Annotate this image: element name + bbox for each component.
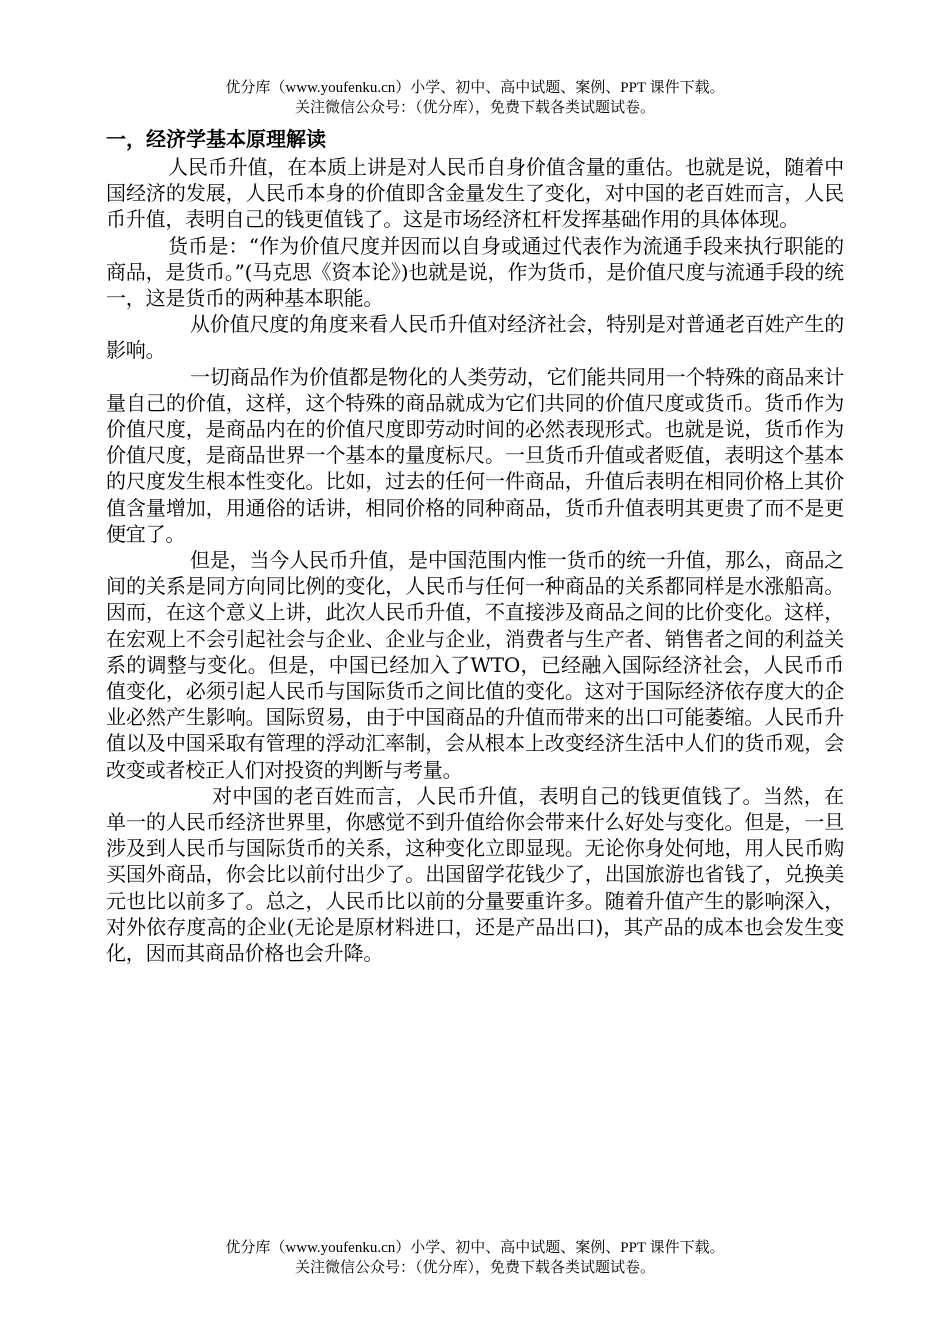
footer-line-1: 优分库（www.youfenku.cn）小学、初中、高中试题、案例、PPT 课件下载。 [225,1240,725,1256]
header-line-1: 优分库（www.youfenku.cn）小学、初中、高中试题、案例、PPT 课件下载。 [225,80,725,96]
paragraph-4: 一切商品作为价值都是物化的人类劳动，它们能共同用一个特殊的商品来计量自己的价值，这样，这个特殊的商品就成为它们共同的价值尺度或货币。货币作为价值尺度，是商品内在的价值尺度即劳动时间的必然表现形式。也就是说，货币作为价值尺度，是商品世界一个基本的量度标尺。一旦货币升值或者贬值，表明这个基本的尺度发生根本性变化。比如，过去的任何一件商品，升值后表明在相同价格上其价值含量增加，用通俗的话讲，相同价格的同种商品，货币升值表明其更贵了而不是更便宜了。 [106,364,844,546]
header-line-2: 关注微信公众号：（优分库），免费下载各类试题试卷。 [294,100,655,116]
paragraph-3: 从价值尺度的角度来看人民币升值对经济社会，特别是对普通老百姓产生的影响。 [106,312,844,363]
page-header [0,78,950,118]
page-footer [0,1238,950,1278]
paragraph-5: 但是，当今人民币升值，是中国范围内惟一货币的统一升值，那么，商品之间的关系是同方向同比例的变化，人民币与任何一种商品的关系都同样是水涨船高。因而，在这个意义上讲，此次人民币升值，不直接涉及商品之间的比价变化。这样，在宏观上不会引起社会与企业、企业与企业，消费者与生产者、销售者之间的利益关系的调整与变化。但是，中国已经加入了WTO，已经融入国际经济社会，人民币币值变化，必须引起人民币与国际货币之间比值的变化。这对于国际经济依存度大的企业必然产生影响。国际贸易，由于中国商品的升值而带来的出口可能萎缩。人民币升值以及中国采取有管理的浮动汇率制，会从根本上改变经济生活中人们的货币观，会改变或者校正人们对投资的判断与考量。 [106,548,844,782]
paragraph-2: 货币是：“作为价值尺度并因而以自身或通过代表作为流通手段来执行职能的商品，是货币。”(马克思《资本论》)也就是说，作为货币，是价值尺度与流通手段的统一，这是货币的两种基本职能。 [106,233,844,311]
paragraph-1: 人民币升值，在本质上讲是对人民币自身价值含量的重估。也就是说，随着中国经济的发展，人民币本身的价值即含金量发生了变化，对中国的老百姓而言，人民币升值，表明自己的钱更值钱了。这是市场经济杠杆发挥基础作用的具体体现。 [106,155,844,232]
document-body [106,124,844,966]
section-title: 一，经济学基本原理解读 [106,127,326,151]
paragraph-6: 对中国的老百姓而言，人民币升值，表明自己的钱更值钱了。当然，在单一的人民币经济世界里，你感觉不到升值给你会带来什么好处与变化。但是，一旦涉及到人民币与国际货币的关系，这种变化立即显现。无论你身处何地，用人民币购买国外商品，你会比以前付出少了。出国留学花钱少了，出国旅游也省钱了，兑换美元也比以前多了。总之，人民币比以前的分量要重许多。随着升值产生的影响深入，对外依存度高的企业(无论是原材料进口，还是产品出口)，其产品的成本也会发生变化，因而其商品价格也会升降。 [106,783,844,966]
footer-line-2: 关注微信公众号：（优分库），免费下载各类试题试卷。 [294,1260,655,1276]
